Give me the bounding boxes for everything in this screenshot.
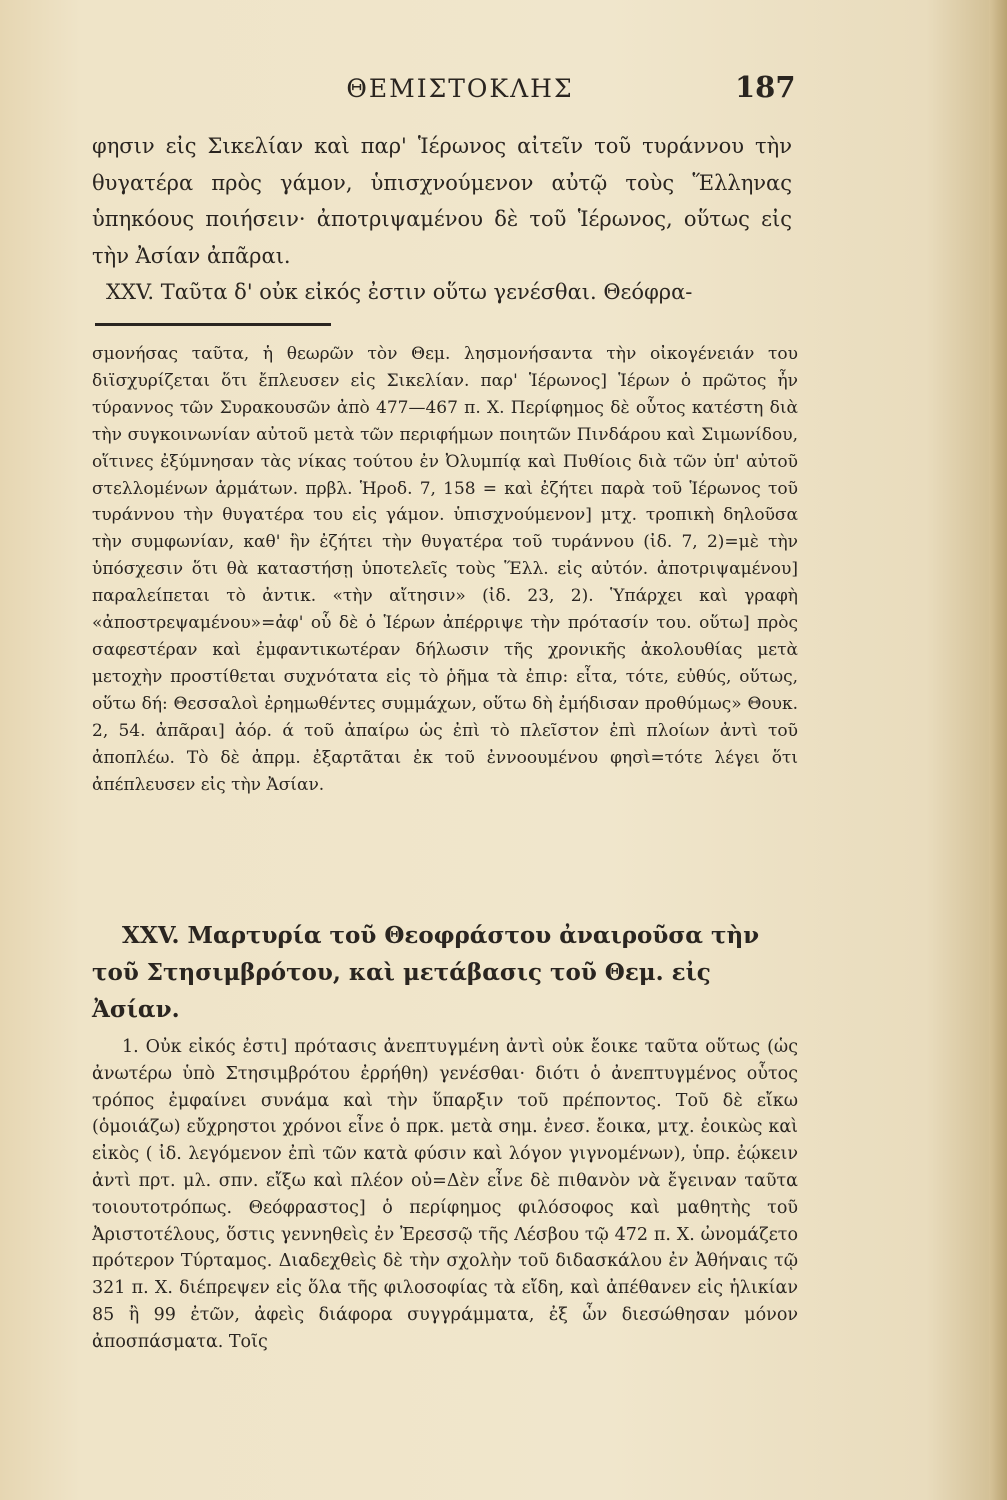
page-number: 187: [735, 70, 796, 104]
running-title: ΘΕΜΙΣΤΟΚΛΗΣ: [346, 74, 574, 103]
section-xxv-start: XXV. Ταῦτα δ' οὐκ εἰκός ἐστιν οὕτω γενέσθαι. Θεόφρα-: [106, 280, 693, 304]
main-paragraph: φησιν εἰς Σικελίαν καὶ παρ' Ἱέρωνος αἰτεῖν τοῦ τυράννου τὴν θυγατέρα πρὸς γάμον, ὑπισχνούμενον αὐτῷ τοὺς Ἕλληνας ὑπηκόους ποιήσειν· ἀποτριψαμένου δὲ τοῦ Ἱέρωνος, οὕτως εἰς τὴν Ἀσίαν ἀπᾶραι.: [92, 134, 792, 268]
commentary-section: [92, 917, 798, 1356]
page-edge: [989, 0, 1007, 1500]
footnote-text: σμονήσας ταῦτα, ἡ θεωρῶν τὸν Θεμ. λησμονήσαντα τὴν οἰκογένειάν του διϊσχυρίζεται ὅτι ἔπλευσεν εἰς Σικελίαν. παρ' Ἱέρωνος] Ἱέρων ὁ πρῶτος ἦν τύραννος τῶν Συρακουσῶν ἀπὸ 477—467 π. Χ. Περίφημος δὲ οὗτος κατέστη διὰ τὴν συγκοινωνίαν αὐτοῦ μετὰ τῶν περιφήμων ποιητῶν Πινδάρου καὶ Σιμωνίδου, οἵτινες ἐξύμνησαν τὰς νίκας τούτου ἐν Ὀλυμπίᾳ καὶ Πυθίοις διὰ τῶν ὑπ' αὐτοῦ στελλομένων ἁρμάτων. πρβλ. Ἡροδ. 7, 158 = καὶ ἐζήτει παρὰ τοῦ Ἱέρωνος τοῦ τυράννου τὴν θυγατέρα του εἰς γάμον. ὑπισχνούμενον] μτχ. τροπικὴ δηλοῦσα τὴν συμφωνίαν, καθ' ἣν ἐζήτει τὴν θυγατέρα τοῦ τυράννου (ἰδ. 7, 2)=μὲ τὴν ὑπόσχεσιν ὅτι θὰ καταστήσῃ ὑποτελεῖς τοὺς Ἕλλ. εἰς αὐτόν. ἀποτριψαμένου] παραλείπεται τὸ ἀντικ. «τὴν αἴτησιν» (ἰδ. 23, 2). Ὑπάρχει καὶ γραφὴ «ἀποστρεψαμένου»=ἀφ' οὗ δὲ ὁ Ἱέρων ἀπέρριψε τὴν πρότασίν του. οὕτω] πρὸς σαφεστέραν καὶ ἐμφαντικωτέραν δήλωσιν τῆς χρονικῆς ἀκολουθίας μετὰ μετοχὴν προστίθεται συχνότατα εἰς τὸ ῥῆμα τὰ ἐπιρ: εἶτα, τότε, εὐθύς, οὕτως, οὕτω δή: Θεσσαλοὶ ἐρημωθέντες συμμάχων, οὕτω δὴ ἐμήδισαν προθύμως» Θουκ. 2, 54. ἀπᾶραι] ἀόρ. ά τοῦ ἀπαίρω ὡς ἐπὶ τὸ πλεῖστον ἐπὶ πλοίων ἀντὶ τοῦ ἀποπλέω. Τὸ δὲ ἀπρμ. ἐξαρτᾶται ἐκ τοῦ ἐννοουμένου φησὶ=τότε λέγει ὅτι ἀπέπλευσεν εἰς τὴν Ἀσίαν.: [92, 344, 798, 795]
page-header: [0, 70, 1007, 114]
main-text: [92, 128, 792, 311]
footnotes: [92, 341, 798, 798]
footnote-rule: [95, 323, 331, 326]
commentary-text: 1. Οὐκ εἰκός ἐστι] πρότασις ἀνεπτυγμένη ἀντὶ οὐκ ἔοικε ταῦτα οὕτως (ὡς ἀνωτέρω ὑπὸ Στησιμβρότου ἐρρήθη) γενέσθαι· διότι ὁ ἀνεπτυγμένος οὗτος τρόπος ἐμφαίνει συνάμα καὶ τὴν ὕπαρξιν τοῦ πρέποντος. Τοῦ δὲ εἴκω (ὁμοιάζω) εὔχρηστοι χρόνοι εἶνε ὁ πρκ. μετὰ σημ. ἐνεσ. ἔοικα, μτχ. ἐοικὼς καὶ εἰκὸς ( ἰδ. λεγόμενον ἐπὶ τῶν κατὰ φύσιν καὶ λόγον γιγνομένων), ὑπρ. ἐῴκειν ἀντὶ πρτ. μλ. σπν. εἴξω καὶ πλέον οὐ=Δὲν εἶνε δὲ πιθανὸν νὰ ἔγειναν ταῦτα τοιουτοτρόπως. Θεόφραστος] ὁ περίφημος φιλόσοφος καὶ μαθητὴς τοῦ Ἀριστοτέλους, ὅστις γεννηθεὶς ἐν Ἐρεσσῷ τῆς Λέσβου τῷ 472 π. Χ. ὠνομάζετο πρότερον Τύρταμος. Διαδεχθεὶς δὲ τὴν σχολὴν τοῦ διδασκάλου ἐν Ἀθήναις τῷ 321 π. Χ. διέπρεψεν εἰς ὅλα τῆς φιλοσοφίας τὰ εἴδη, καὶ ἀπέθανεν εἰς ἡλικίαν 85 ἢ 99 ἐτῶν, ἀφεὶς διάφορα συγγράμματα, ἐξ ὧν διεσώθησαν μόνον ἀποσπάσματα. Τοῖς: [92, 1037, 798, 1352]
commentary-heading: XXV. Μαρτυρία τοῦ Θεοφράστου ἀναιροῦσα τὴν τοῦ Στησιμβρότου, καὶ μετάβασις τοῦ Θεμ. εἰς Ἀσίαν.: [92, 922, 760, 1023]
